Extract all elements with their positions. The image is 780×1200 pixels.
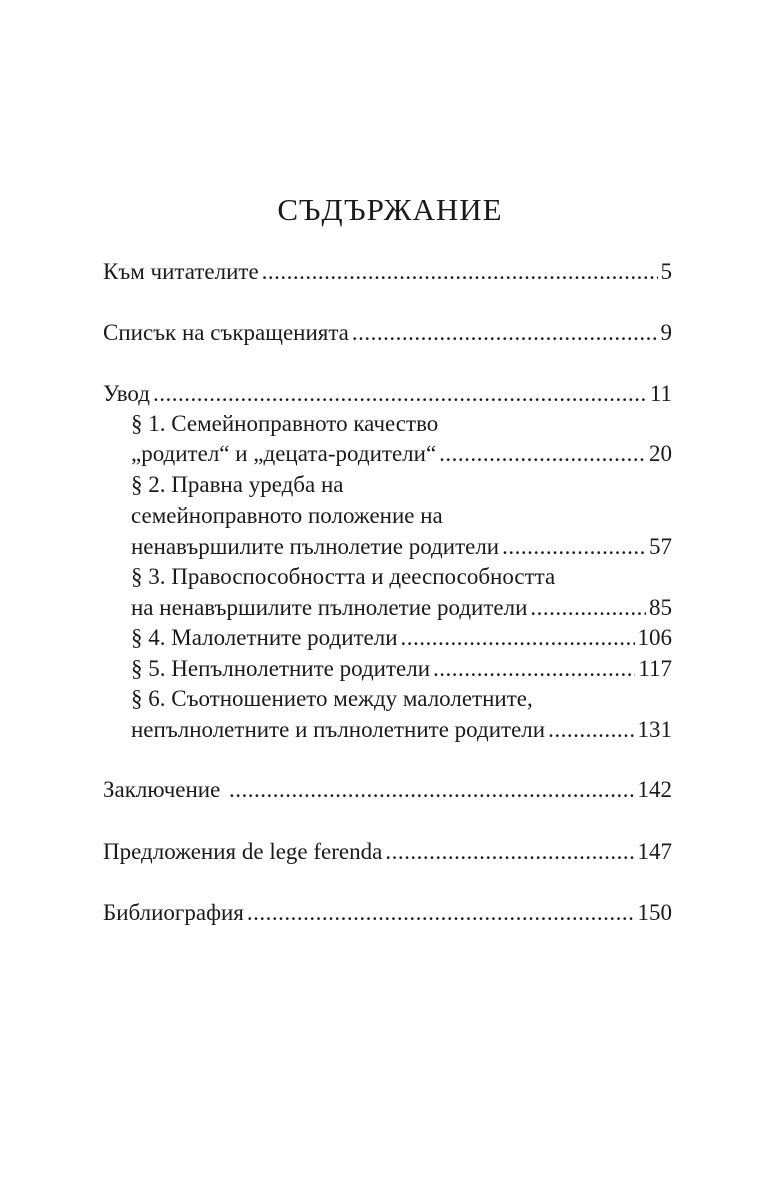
dot-leader (548, 712, 634, 748)
toc-page-number: 20 (649, 441, 672, 466)
toc-entry-title: § 2. Правна уредба на (131, 472, 344, 497)
toc-page-number: 11 (649, 381, 672, 406)
toc-entry-title: ненавършилите пълнолетие родители (131, 534, 500, 559)
toc-entry-conclusion[interactable] (103, 772, 672, 808)
toc-entry-title: Предложения de lege ferenda (103, 839, 383, 864)
toc-page-number: 57 (649, 534, 672, 559)
toc-entry-abbreviations[interactable] (103, 315, 672, 351)
toc-page-number: 131 (637, 717, 672, 742)
toc-page-number: 85 (649, 595, 672, 620)
toc-entry-title: Заключение (103, 777, 227, 802)
toc-entry-bibliography[interactable] (103, 895, 672, 931)
dot-leader (262, 254, 658, 290)
dot-leader (247, 895, 635, 931)
toc-entry-title: непълнолетните и пълнолетните родители (131, 717, 546, 742)
toc-page-number: 150 (637, 900, 672, 925)
toc-page-number: 9 (660, 320, 672, 345)
toc-page-number: 142 (637, 777, 672, 802)
toc-entry-title: § 3. Правоспособността и дееспособността (131, 564, 556, 589)
toc-page-number: 147 (637, 839, 672, 864)
toc-entry-title: § 4. Малолетните родители (131, 625, 398, 650)
dot-leader (385, 834, 634, 870)
toc-entry-title: § 5. Непълнолетните родители (131, 656, 431, 681)
toc-entry-title: Увод (103, 381, 150, 406)
toc-entry-title: семейноправното положение на (131, 503, 443, 528)
toc-entry-readers[interactable] (103, 254, 672, 290)
toc-entry-title: на ненавършилите пълнолетие родители (131, 595, 528, 620)
toc-entry-title: § 1. Семейноправното качество (131, 411, 439, 436)
toc-entry-title: Към читателите (103, 259, 259, 284)
toc-page-number: 106 (637, 625, 672, 650)
toc-entry-title: Списък на съкращенията (103, 320, 349, 345)
dot-leader (229, 772, 634, 808)
page-title: СЪДЪРЖАНИЕ (277, 192, 503, 227)
toc-page-number: 117 (638, 656, 672, 681)
toc-entry-title: Библиография (103, 900, 244, 925)
toc-entry-title: § 6. Съотношението между малолетните, (131, 686, 533, 711)
toc-page-number: 5 (660, 259, 672, 284)
toc-entry-title: „родител“ и „децата-родители“ (131, 441, 437, 466)
dot-leader (352, 315, 658, 351)
toc-entry-s6-line2[interactable] (131, 712, 672, 748)
toc-entry-proposals[interactable] (103, 834, 672, 870)
